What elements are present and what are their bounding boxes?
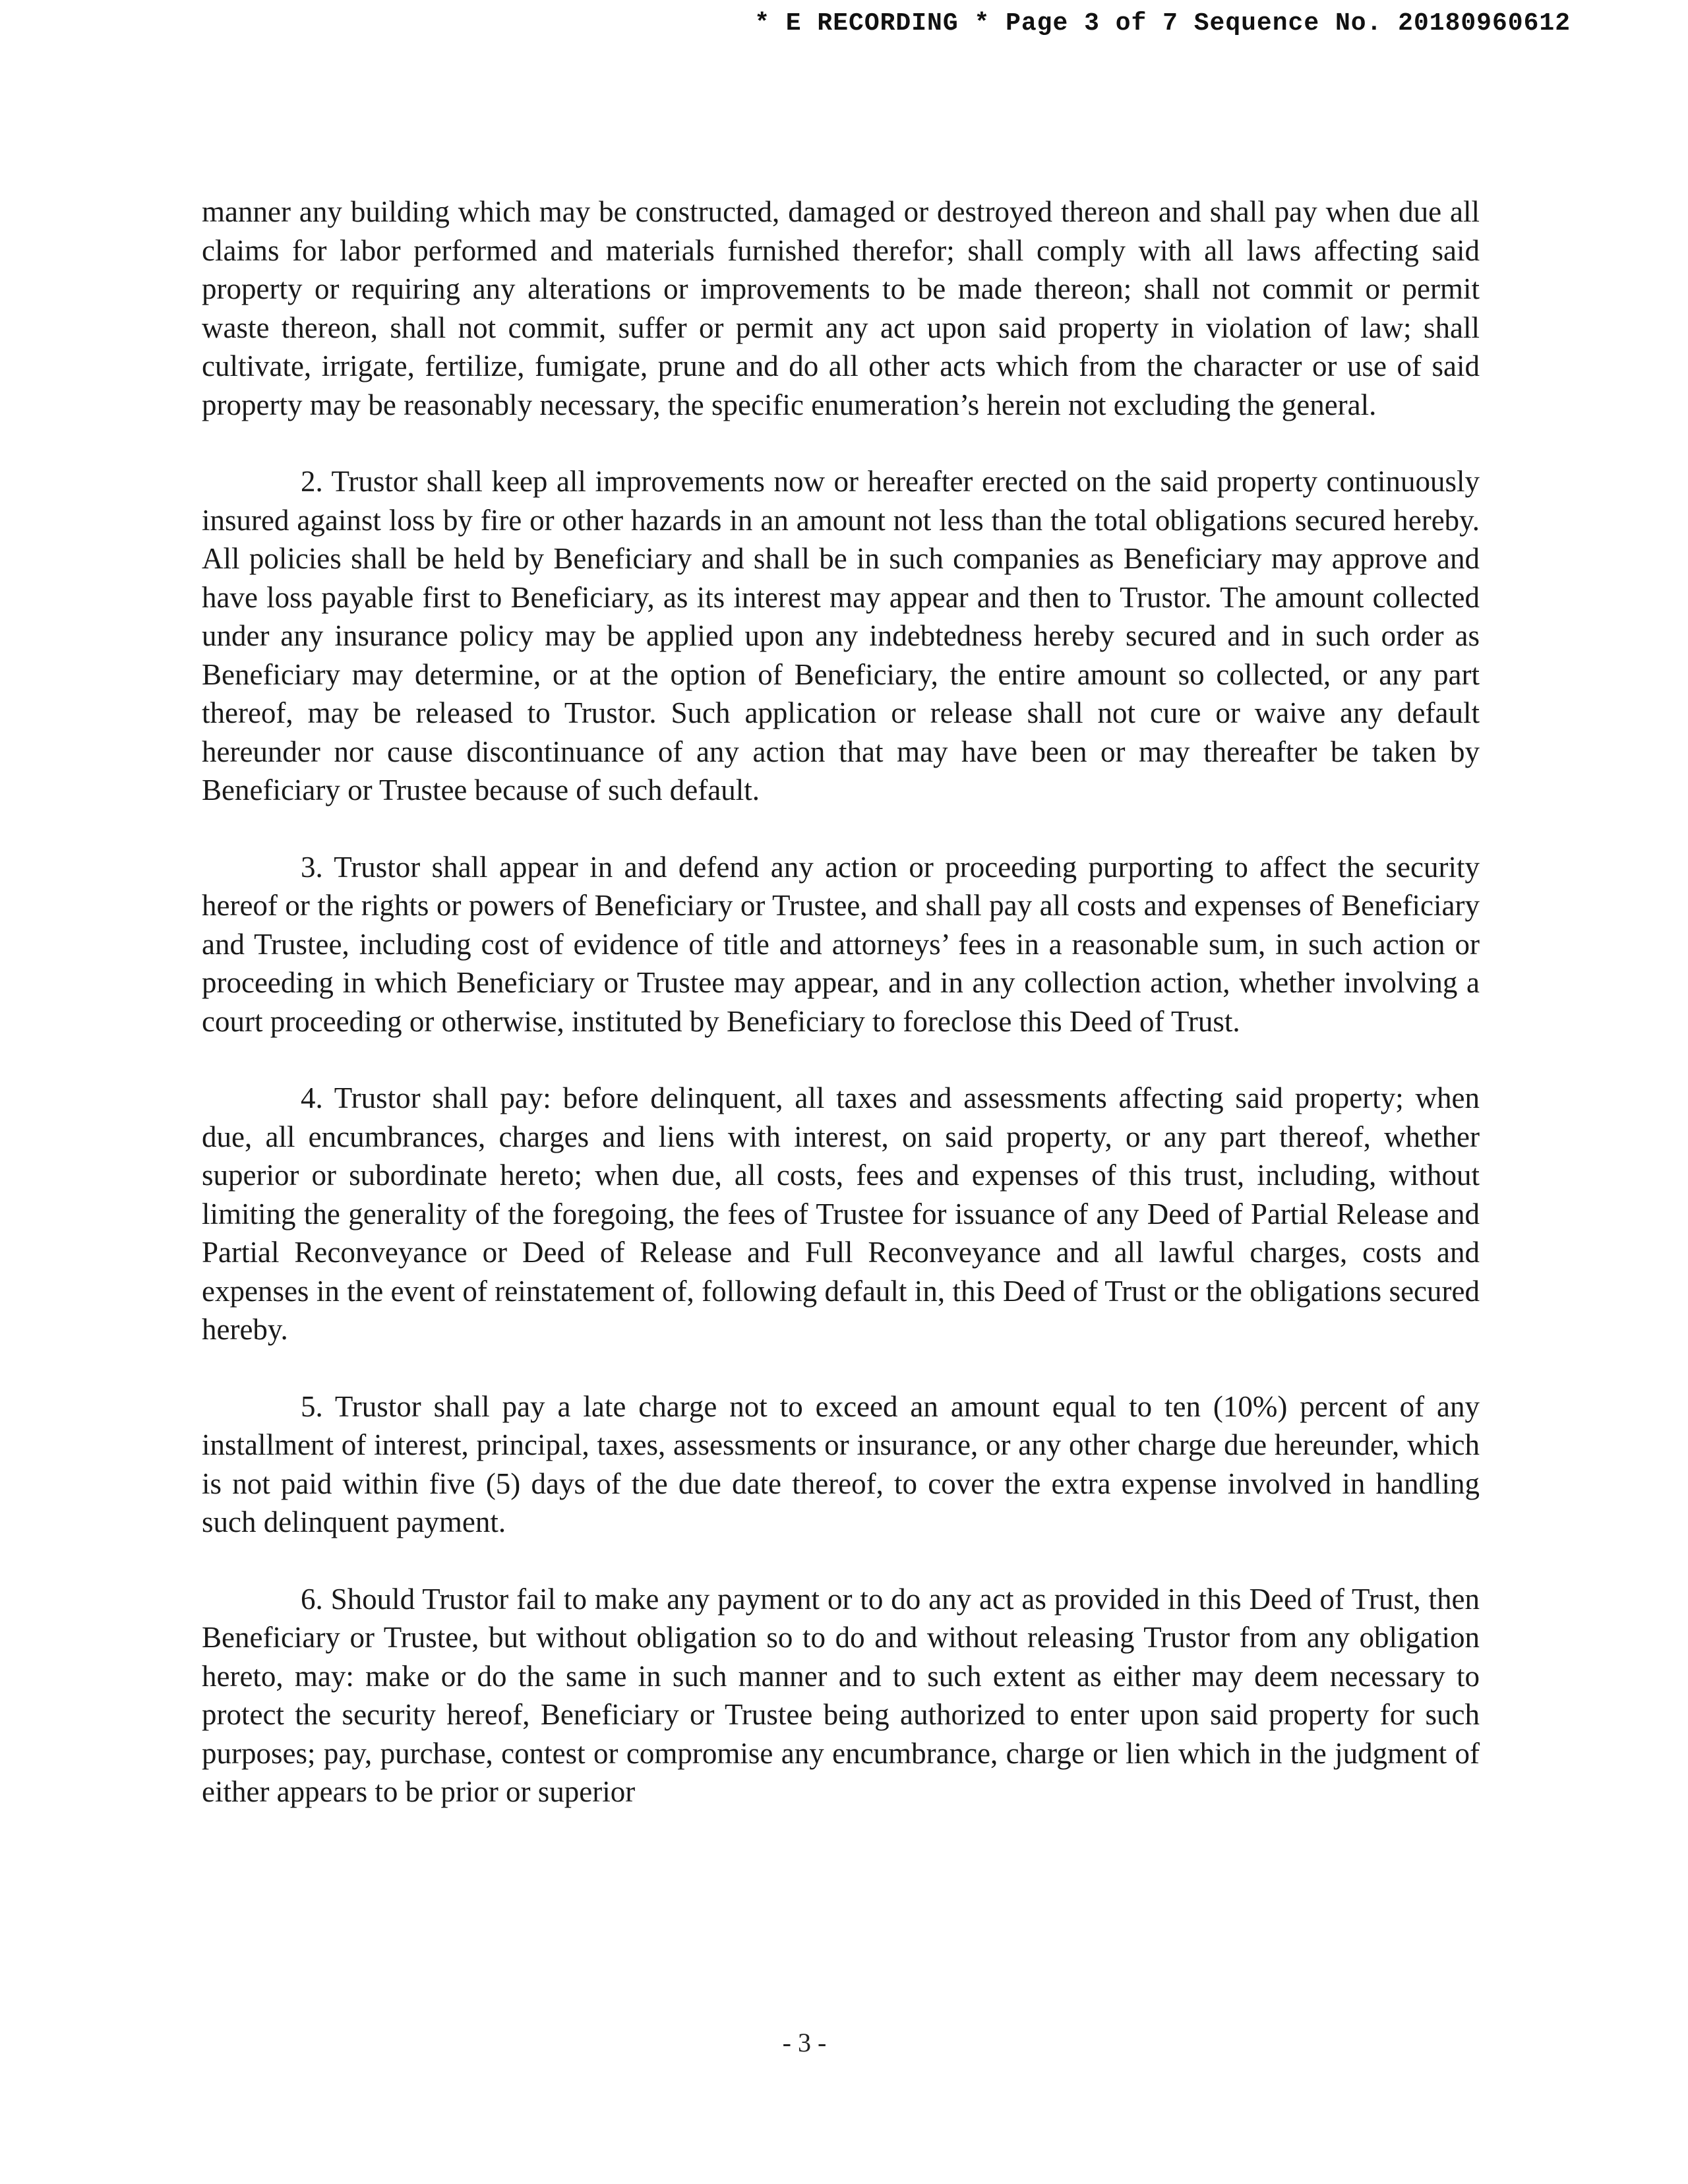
paragraph-continuation: manner any building which may be constructed, damaged or destroyed thereon and shall pay when due all claims for labor performed and materials furnished therefor; shall comply with all laws affecting said property or requiring any alterations or improvements to be made thereon; shall not commit or permit waste thereon, shall not commit, suffer or permit any act upon said property in violation of law; shall cultivate, irrigate, fertilize, fumigate, prune and do all other acts which from the character or use of said property may be reasonably necessary, the specific enumeration’s herein not excluding the general. — [202, 195, 1480, 421]
recording-header: * E RECORDING * Page 3 of 7 Sequence No. 20180960612 — [754, 9, 1571, 38]
paragraph-5: 5. Trustor shall pay a late charge not to exceed an amount equal to ten (10%) percent of any installment of interest, principal, taxes, assessments or insurance, or any other charge due hereunder, which is not paid within five (5) days of the due date thereof, to cover the extra expense involved in handling such delinquent payment. — [202, 1389, 1480, 1538]
document-body — [202, 193, 1480, 1811]
paragraph-3: 3. Trustor shall appear in and defend any action or proceeding purporting to affect the security hereof or the rights or powers of Beneficiary or Trustee, and shall pay all costs and expenses of Beneficiary and Trustee, including cost of evidence of title and attorneys’ fees in a reasonable sum, in such action or proceeding in which Beneficiary or Trustee may appear, and in any collection action, whether involving a court proceeding or otherwise, instituted by Beneficiary to foreclose this Deed of Trust. — [202, 850, 1480, 1038]
paragraph-6: 6. Should Trustor fail to make any payment or to do any act as provided in this Deed of Trust, then Beneficiary or Trustee, but without obligation so to do and without releasing Trustor from any obligation hereto, may: make or do the same in such manner and to such extent as either may deem necessary to protect the security hereof, Beneficiary or Trustee being authorized to enter upon said property for such purposes; pay, purchase, contest or compromise any encumbrance, charge or lien which in the judgment of either appears to be prior or superior — [202, 1582, 1480, 1808]
paragraph-4: 4. Trustor shall pay: before delinquent, all taxes and assessments affecting said property; when due, all encumbrances, charges and liens with interest, on said property, or any part thereof, whether superior or subordinate hereto; when due, all costs, fees and expenses of this trust, including, without limiting the generality of the foregoing, the fees of Trustee for issuance of any Deed of Partial Release and Partial Reconveyance or Deed of Release and Full Reconveyance and all lawful charges, costs and expenses in the event of reinstatement of, following default in, this Deed of Trust or the obligations secured hereby. — [202, 1081, 1480, 1346]
paragraph-2: 2. Trustor shall keep all improvements now or hereafter erected on the said property continuously insured against loss by fire or other hazards in an amount not less than the total obligations secured hereby. All policies shall be held by Beneficiary and shall be in such companies as Beneficiary may approve and have loss payable first to Beneficiary, as its interest may appear and then to Trustor. The amount collected under any insurance policy may be applied upon any indebtedness hereby secured and in such order as Beneficiary may determine, or at the option of Beneficiary, the entire amount so collected, or any part thereof, may be released to Trustor. Such application or release shall not cure or waive any default hereunder nor cause discontinuance of any action that may have been or may thereafter be taken by Beneficiary or Trustee because of such default. — [202, 465, 1480, 806]
page-number: - 3 - — [782, 2028, 827, 2057]
